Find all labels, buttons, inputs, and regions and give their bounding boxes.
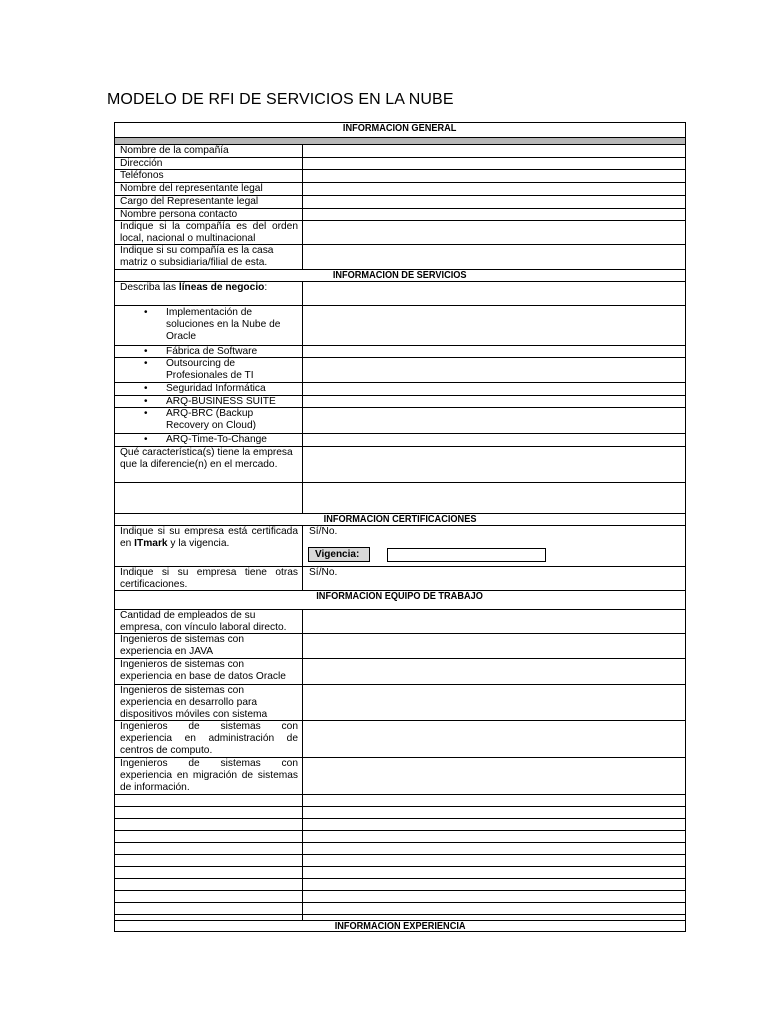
- form-row-mobile: [115, 684, 685, 720]
- form-row-legal-rep: [115, 182, 685, 195]
- list-item-software-factory: [115, 345, 685, 357]
- form-row-employees: [115, 609, 685, 633]
- bullet-label: • ARQ-BUSINESS SUITE: [166, 396, 298, 407]
- empty-row: [115, 806, 685, 818]
- answer-cell[interactable]: [303, 282, 685, 305]
- field-label: Indique si su empresa está certificada en ITmark y la vigencia.: [115, 526, 303, 566]
- form-row-blank: [115, 482, 685, 513]
- empty-row: [115, 794, 685, 806]
- field-label: Teléfonos: [115, 170, 303, 182]
- form-row-phones: [115, 169, 685, 182]
- answer-cell[interactable]: [303, 447, 685, 482]
- empty-row: [115, 842, 685, 854]
- form-row-company-scope: [115, 220, 685, 244]
- answer-cell[interactable]: [303, 867, 685, 878]
- empty-row: [115, 878, 685, 890]
- form-row-company-name: [115, 144, 685, 157]
- field-label: Cantidad de empleados de su empresa, con vínculo laboral directo.: [115, 610, 303, 633]
- gray-separator: [115, 137, 685, 144]
- list-item-security: [115, 382, 685, 395]
- form-row-other-certifications: [115, 566, 685, 590]
- answer-cell[interactable]: [303, 170, 685, 182]
- vigencia-input[interactable]: [387, 548, 546, 562]
- answer-cell[interactable]: [303, 306, 685, 345]
- answer-cell[interactable]: [303, 795, 685, 806]
- answer-cell[interactable]: [303, 158, 685, 169]
- answer-cell[interactable]: [303, 758, 685, 794]
- empty-row: [115, 866, 685, 878]
- answer-cell[interactable]: [303, 903, 685, 914]
- field-label: Nombre del representante legal: [115, 183, 303, 195]
- empty-row: [115, 854, 685, 866]
- list-item-oracle-cloud: [115, 305, 685, 345]
- form-row-characteristics: [115, 446, 685, 482]
- answer-cell[interactable]: [303, 221, 685, 244]
- answer-cell[interactable]: [303, 807, 685, 818]
- field-label: Ingenieros de sistemas con experiencia en administración de centros de computo.: [115, 721, 303, 757]
- answer-cell[interactable]: [303, 721, 685, 757]
- answer-cell[interactable]: [303, 634, 685, 658]
- field-label: Qué característica(s) tiene la empresa que la diferencie(n) en el mercado.: [115, 447, 303, 482]
- answer-cell[interactable]: [303, 434, 685, 446]
- answer-cell[interactable]: [303, 685, 685, 720]
- answer-cell[interactable]: [303, 245, 685, 269]
- bullet-label: • ARQ-Time-To-Change: [166, 434, 298, 446]
- answer-cell[interactable]: [303, 358, 685, 382]
- field-label: Ingenieros de sistemas con experiencia en migración de sistemas de información.: [115, 758, 303, 794]
- answer-cell[interactable]: [303, 891, 685, 902]
- field-label: Indique si la compañía es del orden local, nacional o multinacional: [115, 221, 303, 244]
- rfi-form-table: [114, 122, 686, 932]
- answer-cell[interactable]: [303, 879, 685, 890]
- section-header-certificaciones: INFORMACION CERTIFICACIONES: [115, 513, 685, 525]
- form-row-data-centers: [115, 720, 685, 757]
- form-row-oracle-db: [115, 658, 685, 684]
- answer-cell[interactable]: [303, 383, 685, 395]
- answer-cell[interactable]: [303, 483, 685, 513]
- document-title: MODELO DE RFI DE SERVICIOS EN LA NUBE: [107, 91, 454, 108]
- answer-cell[interactable]: [303, 855, 685, 866]
- answer-cell[interactable]: [303, 396, 685, 407]
- field-label: Dirección: [115, 158, 303, 169]
- list-item-outsourcing: [115, 357, 685, 382]
- form-row-address: [115, 157, 685, 169]
- yes-no-text: Sí/No.: [309, 526, 338, 537]
- form-row-java: [115, 633, 685, 658]
- list-item-business-suite: [115, 395, 685, 407]
- answer-cell[interactable]: [303, 346, 685, 357]
- form-row-contact-name: [115, 208, 685, 220]
- field-label: Indique si su empresa tiene otras certificaciones.: [115, 567, 303, 590]
- bullet-label: • ARQ-BRC (Backup Recovery on Cloud): [166, 408, 298, 432]
- bullet-label: • Fábrica de Software: [166, 346, 298, 357]
- section-header-general: INFORMACION GENERAL: [343, 123, 457, 134]
- section-header-equipo: INFORMACION EQUIPO DE TRABAJO: [115, 590, 685, 609]
- empty-row: [115, 902, 685, 914]
- form-row-parent-subsidiary: [115, 244, 685, 269]
- answer-cell[interactable]: [303, 145, 685, 157]
- vigencia-label: Vigencia:: [308, 547, 370, 562]
- field-label: Ingenieros de sistemas con experiencia en base de datos Oracle: [115, 659, 303, 684]
- section-header-servicios: INFORMACION DE SERVICIOS: [115, 269, 685, 281]
- form-row-migration: [115, 757, 685, 794]
- bullet-label: • Seguridad Informática: [166, 383, 298, 395]
- field-label: Indique si su compañía es la casa matriz o subsidiaria/filial de esta.: [115, 245, 303, 269]
- field-label: Nombre de la compañía: [115, 145, 303, 157]
- answer-cell[interactable]: [303, 196, 685, 208]
- form-row-legal-rep-position: [115, 195, 685, 208]
- field-label: Cargo del Representante legal: [115, 196, 303, 208]
- list-item-time-to-change: [115, 433, 685, 446]
- empty-row: [115, 830, 685, 842]
- answer-cell[interactable]: [303, 209, 685, 220]
- field-label: Nombre persona contacto: [115, 209, 303, 220]
- answer-cell[interactable]: [303, 408, 685, 433]
- field-label: Ingenieros de sistemas con experiencia en JAVA: [115, 634, 303, 658]
- bullet-label: • Outsourcing de Profesionales de TI: [166, 358, 298, 382]
- yes-no-text: Sí/No.: [309, 567, 338, 578]
- answer-cell[interactable]: [303, 183, 685, 195]
- field-label: Ingenieros de sistemas con experiencia en desarrollo para dispositivos móviles con sistema: [115, 685, 303, 720]
- bullet-label: • Implementación de soluciones en la Nube de Oracle: [166, 307, 298, 343]
- list-item-brc: [115, 407, 685, 433]
- section-header-experiencia: INFORMACION EXPERIENCIA: [115, 920, 685, 932]
- answer-cell[interactable]: [303, 843, 685, 854]
- answer-cell[interactable]: [303, 659, 685, 684]
- answer-cell[interactable]: [303, 831, 685, 842]
- answer-cell[interactable]: [303, 567, 685, 590]
- form-row-itmark: [115, 525, 685, 566]
- empty-row: [115, 818, 685, 830]
- answer-cell[interactable]: [303, 610, 685, 633]
- form-row-business-lines: [115, 281, 685, 305]
- answer-cell[interactable]: [303, 819, 685, 830]
- empty-row: [115, 890, 685, 902]
- field-label: Describa las líneas de negocio:: [115, 282, 303, 305]
